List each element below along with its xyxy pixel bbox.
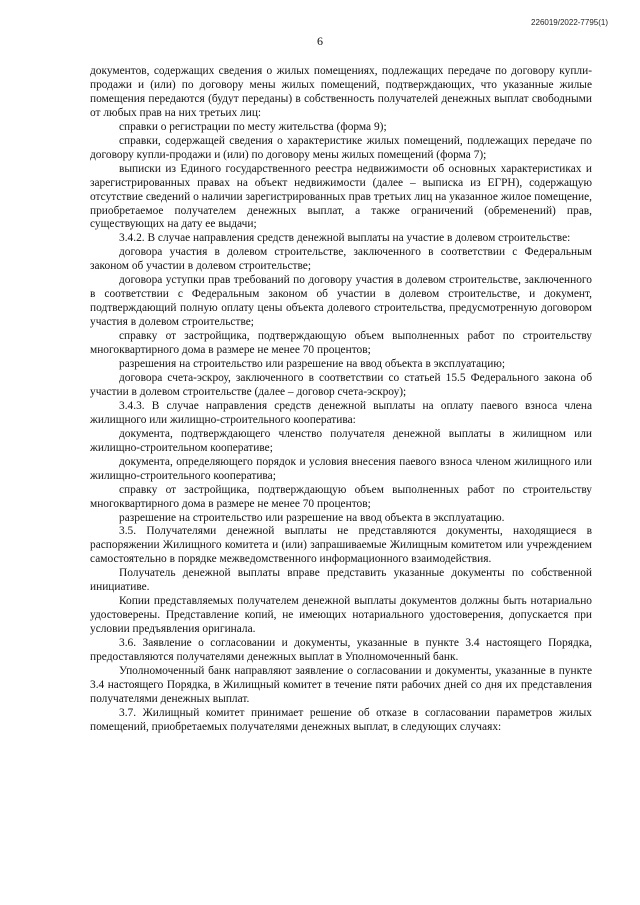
paragraph: справку от застройщика, подтверждающую объем выполненных работ по строительству многоквартирного дома в размере не менее 70 процентов; (90, 483, 592, 510)
document-body (90, 65, 592, 735)
paragraph: выписки из Единого государственного реестра недвижимости об основных характеристиках и зарегистрированных правах на объект недвижимости (далее – выписка из ЕГРН), содержащую отсутствие сведений о наличии зарегистрированных прав третьих лиц на указанное жилое помещение, приобретаемое получателем денежных выплат, а также ограничений (обременений) прав, существующих на дату ее выдачи; (90, 162, 592, 231)
paragraph: 3.4.2. В случае направления средств денежной выплаты на участие в долевом строительстве: (119, 232, 571, 245)
paragraph: 3.5. Получателями денежной выплаты не представляются документы, находящиеся в распоряжении Жилищного комитета и (или) запрашиваемые Жилищным комитетом или учреждением самостоятельно в порядке межведомственного информационного взаимодействия. (90, 525, 592, 566)
paragraph: разрешение на строительство или разрешение на ввод объекта в эксплуатацию. (119, 511, 505, 524)
paragraph: Уполномоченный банк направляют заявление о согласовании и документы, указанные в пункте 3.4 настоящего Порядка, в Жилищный комитет в течение пяти рабочих дней со дня их представления получателями денежных выплат. (90, 664, 592, 705)
paragraph: 3.6. Заявление о согласовании и документы, указанные в пункте 3.4 настоящего Порядка, предоставляются получателями денежных выплат в Уполномоченный банк. (90, 637, 592, 664)
paragraph: договора участия в долевом строительстве, заключенного в соответствии с Федеральным законом об участии в долевом строительстве; (90, 246, 592, 273)
paragraph: разрешения на строительство или разрешение на ввод объекта в эксплуатацию; (119, 358, 505, 371)
paragraph: документов, содержащих сведения о жилых помещениях, подлежащих передаче по договору купли-продажи и (или) по договору мены жилых помещений, подтверждающих, что указанные жилые помещения передаются (будут переданы) в собственность получателей денежных выплат свободными от любых прав на них третьих лиц: (90, 65, 592, 119)
paragraph: справки о регистрации по месту жительства (форма 9); (119, 120, 387, 133)
paragraph: Получатель денежной выплаты вправе представить указанные документы по собственной инициативе. (90, 567, 592, 594)
paragraph: 3.7. Жилищный комитет принимает решение об отказе в согласовании параметров жилых помещений, приобретаемых получателями денежных выплат, в следующих случаях: (90, 706, 592, 733)
paragraph: Копии представляемых получателем денежной выплаты документов должны быть нотариально удостоверены. Представление копий, не имеющих нотариального удостоверения, допускается при условии предъявления оригинала. (90, 595, 592, 636)
paragraph: 3.4.3. В случае направления средств денежной выплаты на оплату паевого взноса члена жилищного или жилищно-строительного кооператива: (90, 399, 592, 426)
page-number: 6 (317, 34, 323, 48)
paragraph: договора счета-эскроу, заключенного в соответствии со статьей 15.5 Федерального закона об участии в долевом строительстве (далее – договор счета-эскроу); (90, 371, 592, 398)
paragraph: документа, подтверждающего членство получателя денежной выплаты в жилищном или жилищно-строительном кооперативе; (90, 427, 592, 454)
document-registration-number: 226019/2022-7795(1) (531, 18, 608, 27)
paragraph: справки, содержащей сведения о характеристике жилых помещений, подлежащих передаче по договору купли-продажи и (или) по договору мены жилых помещений (форма 7); (90, 134, 592, 161)
paragraph: справку от застройщика, подтверждающую объем выполненных работ по строительству многоквартирного дома в размере не менее 70 процентов; (90, 330, 592, 357)
paragraph: документа, определяющего порядок и условия внесения паевого взноса членом жилищного или жилищно-строительного кооператива; (90, 455, 592, 482)
paragraph: договора уступки прав требований по договору участия в долевом строительстве, заключенного в соответствии с Федеральным законом об участии в долевом строительстве, и документ, подтверждающий полную оплату цены объекта долевого строительства, предусмотренную договором участия в долевом строительстве; (90, 274, 592, 329)
